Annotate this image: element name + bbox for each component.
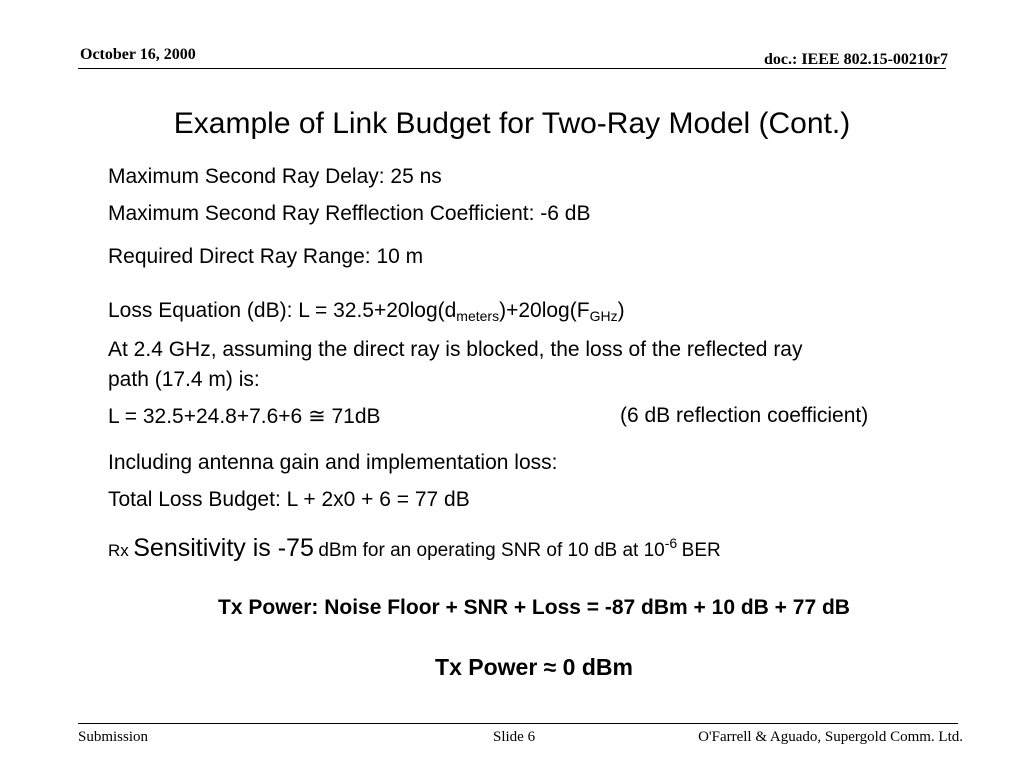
body-line-delay: Maximum Second Ray Delay: 25 ns: [108, 165, 442, 188]
footer-authors: O'Farrell & Aguado, Supergold Comm. Ltd.: [698, 729, 963, 745]
loss-eq-sub-meters: meters: [456, 308, 500, 324]
body-line-range: Required Direct Ray Range: 10 m: [108, 245, 424, 268]
footer-submission: Submission: [78, 729, 149, 745]
header-doc-id: doc.: IEEE 802.15-00210r7: [764, 51, 948, 68]
rx-end: BER: [681, 540, 721, 561]
body-line-including: Including antenna gain and implementation loss:: [108, 451, 558, 474]
header-date: October 16, 2000: [80, 46, 196, 63]
loss-calculation-note: (6 dB reflection coefficient): [620, 404, 869, 427]
rx-prefix: Rx: [108, 541, 129, 560]
body-line-assumption-1: At 2.4 GHz, assuming the direct ray is blocked, the loss of the reflected ray: [108, 338, 803, 361]
rx-rest: dBm for an operating SNR of 10 dB at 10: [318, 540, 665, 561]
tx-power-equation: Tx Power: Noise Floor + SNR + Loss = -87 dBm + 10 dB + 77 dB: [218, 596, 850, 619]
header-rule: [78, 68, 946, 69]
loss-eq-sub-ghz: GHz: [589, 308, 618, 324]
body-line-assumption-2: path (17.4 m) is:: [108, 368, 260, 391]
loss-eq-mid: )+20log(F: [499, 299, 590, 322]
loss-eq-prefix: Loss Equation (dB): L = 32.5+20log(d: [108, 299, 457, 322]
loss-equation: [108, 299, 625, 323]
rx-sensitivity-value: Sensitivity is -75: [133, 534, 314, 562]
loss-calculation: L = 32.5+24.8+7.6+6 ≅ 71dB: [108, 405, 381, 428]
rx-sensitivity-line: [108, 534, 721, 563]
tx-power-result: Tx Power ≈ 0 dBm: [435, 654, 633, 680]
footer-rule: [78, 723, 958, 724]
body-line-reflection: Maximum Second Ray Refflection Coefficient: -6 dB: [108, 202, 591, 225]
loss-eq-end: ): [617, 299, 625, 322]
slide-title: Example of Link Budget for Two-Ray Model (Cont.): [173, 107, 851, 140]
body-line-total-loss: Total Loss Budget: L + 2x0 + 6 = 77 dB: [108, 488, 470, 511]
rx-exponent: -6: [664, 535, 678, 551]
footer-slide-number: Slide 6: [493, 729, 536, 745]
